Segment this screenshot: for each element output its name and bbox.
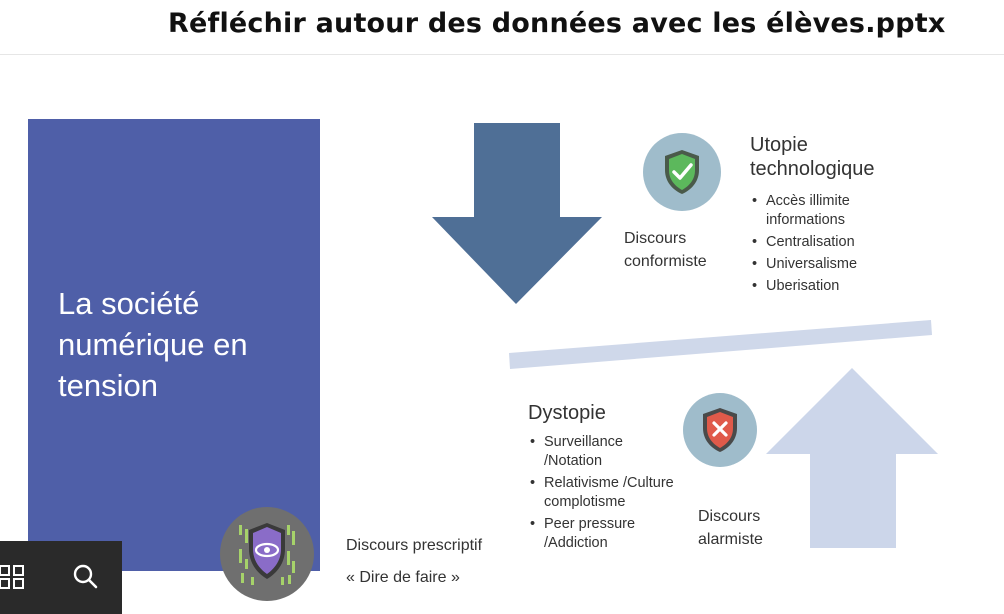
document-header [0,0,1004,55]
search-icon [66,557,106,597]
up-arrow-shape [766,368,942,548]
utopia-heading: Utopie technologique [750,134,875,180]
dystopia-list [530,433,702,556]
list-item: • Centralisation [752,233,892,252]
list-item: • Uberisation [752,277,892,296]
list-item: • Relativisme /Culture complotisme [530,474,702,512]
document-title: Réfléchir autour des données avec les élèves.pptx [168,8,946,39]
grid-view-button[interactable] [0,557,32,597]
shield-x-icon [700,406,740,454]
discourse-prescriptive: Discours prescriptif [346,537,483,554]
list-item: • Accès illimite informations [752,192,892,230]
search-button[interactable] [66,557,106,597]
list-item: • Surveillance /Notation [530,433,644,471]
panel-title: La société numérique en tension [58,286,248,403]
grid-icon [0,557,32,597]
prescriptive-icon-circle [220,507,314,601]
list-item: • Universalisme [752,255,892,274]
prescriptive-quote: « Dire de faire » [346,569,460,586]
shield-eye-icon [237,519,297,589]
title-panel [28,119,320,571]
shield-check-icon [662,148,702,196]
utopia-icon-circle [643,133,721,211]
discourse-alarmist: Discours alarmiste [698,508,763,548]
list-item: • Peer pressure /Addiction [530,515,654,553]
down-arrow-shape [430,123,604,305]
discourse-conformist: Discours conformiste [624,230,707,270]
utopia-list [752,192,892,299]
slide-canvas [0,55,1004,613]
floating-toolbar [0,541,122,614]
dystopia-icon-circle [683,393,757,467]
dystopia-heading: Dystopie [528,402,606,424]
